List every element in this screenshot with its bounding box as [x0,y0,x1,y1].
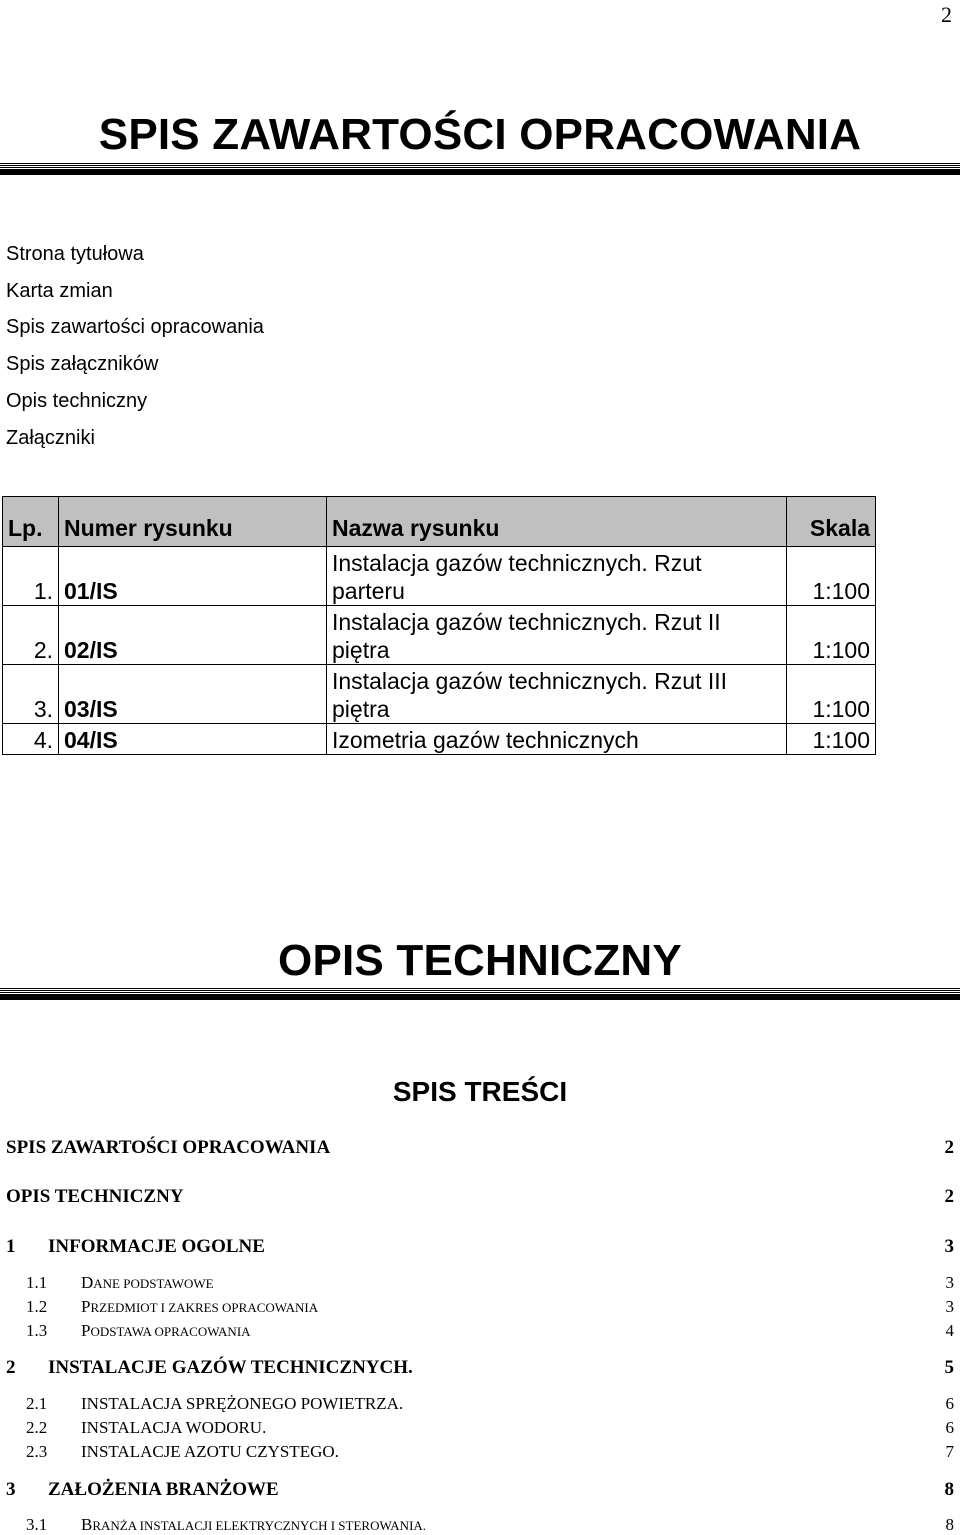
toc-entry-page: 5 [944,1357,954,1378]
column-header: Numer rysunku [59,497,327,547]
toc-entry-number: 2 [6,1357,16,1378]
toc-entry-page: 3 [945,1273,954,1292]
toc-entry-number: 1.2 [26,1297,48,1316]
toc-entry [6,1297,954,1317]
toc-entry-title: ZAŁOŻENIA BRANŻOWE [48,1479,279,1500]
list-item: Spis zawartości opracowania [6,316,264,339]
toc-entry-initial: P [81,1297,91,1316]
cell-number: 02/IS [59,606,327,665]
page-title: SPIS ZAWARTOŚCI OPRACOWANIA [98,110,862,159]
name-line: Instalacja gazów technicznych. Rzut [332,550,702,576]
toc-entry-initial: P [81,1321,91,1340]
toc-entry-number: 2.3 [26,1442,48,1461]
toc-entry [6,1442,954,1462]
section-underline [0,988,960,1000]
list-item: Spis załączników [6,353,159,376]
table-row [3,665,876,724]
toc-entry-page: 6 [945,1418,954,1437]
cell-scale: 1:100 [787,606,876,665]
toc-entry [6,1137,954,1159]
toc-entry [6,1273,954,1293]
toc-entry-title: RZEDMIOT I ZAKRES OPRACOWANIA [90,1300,319,1315]
name-line: Instalacja gazów technicznych. Rzut III [332,668,728,694]
cell-scale: 1:100 [787,724,876,755]
toc-entry-title: OPIS TECHNICZNY [6,1186,184,1207]
toc-entry-page: 3 [944,1236,954,1257]
cell-scale: 1:100 [787,665,876,724]
cell-lp: 4. [3,724,59,755]
cell-name [327,547,787,606]
toc-entry-page: 4 [945,1321,954,1340]
name-line: piętra [332,696,390,722]
cell-number: 04/IS [59,724,327,755]
toc-entry-title: INSTALACJE GAZÓW TECHNICZNYCH. [48,1357,413,1378]
cell-lp: 2. [3,606,59,665]
table-row [3,547,876,606]
list-item: Karta zmian [6,279,113,302]
toc-entry-page: 2 [944,1137,954,1158]
column-header: Skala [787,497,876,547]
table-header-row [3,497,876,547]
toc-entry-number: 1.1 [26,1273,48,1292]
toc-entry [6,1418,954,1438]
toc-entry-number: 3.1 [26,1515,48,1534]
toc-entry-initial: B [81,1515,93,1534]
cell-scale: 1:100 [787,547,876,606]
list-item: Strona tytułowa [6,243,144,265]
toc-entry [6,1236,954,1258]
toc-entry-initial: D [81,1273,94,1292]
page-number: 2 [941,2,952,27]
list-item: Opis techniczny [6,389,148,412]
toc-entry-number: 2.2 [26,1418,48,1437]
list-item: Załączniki [6,426,95,449]
toc-entry-number: 1 [6,1236,16,1257]
toc-title: SPIS TREŚCI [392,1076,568,1107]
toc-entry-title: INFORMACJE OGOLNE [48,1236,265,1257]
toc-entry [6,1479,954,1501]
toc-entry-title: RANŻA INSTALACJI ELEKTRYCZNYCH I STEROWANIA. [92,1518,427,1533]
toc-entry [6,1357,954,1379]
toc-entry-page: 8 [945,1515,954,1534]
toc-entry-number: 3 [6,1479,16,1500]
contents-list [6,236,264,456]
cell-lp: 3. [3,665,59,724]
cell-number: 03/IS [59,665,327,724]
name-line: piętra [332,637,390,663]
toc-entry-title: ANE PODSTAWOWE [93,1276,214,1291]
name-line: parteru [332,578,405,604]
toc-entry-title: SPIS ZAWARTOŚCI OPRACOWANIA [6,1137,331,1158]
cell-name: Izometria gazów technicznych [327,724,787,755]
section-title: OPIS TECHNICZNY [278,936,682,985]
table-row [3,724,876,755]
toc-entry-page: 8 [944,1479,954,1500]
cell-name [327,665,787,724]
toc-entry [6,1186,954,1208]
name-line: Instalacja gazów technicznych. Rzut II [332,609,721,635]
toc-entry-title: INSTALACJA WODORU. [81,1418,267,1437]
toc-entry-title: INSTALACJA SPRĘŻONEGO POWIETRZA. [81,1394,404,1413]
toc-entry-page: 6 [945,1394,954,1413]
cell-name [327,606,787,665]
toc-entry-page: 7 [945,1442,954,1461]
toc-entry-number: 2.1 [26,1394,48,1413]
toc-entry-title: INSTALACJE AZOTU CZYSTEGO. [81,1442,339,1461]
cell-number: 01/IS [59,547,327,606]
column-header: Nazwa rysunku [327,497,787,547]
toc-entry-page: 3 [945,1297,954,1316]
toc-entry-page: 2 [944,1186,954,1207]
cell-lp: 1. [3,547,59,606]
column-header: Lp. [3,497,59,547]
toc-entry-number: 1.3 [26,1321,48,1340]
toc-entry [6,1321,954,1341]
toc-entry-title: ODSTAWA OPRACOWANIA [90,1324,251,1339]
toc-entry [6,1394,954,1414]
toc-entry [6,1515,954,1535]
title-underline [0,163,960,175]
drawings-table [2,496,876,755]
table-row [3,606,876,665]
